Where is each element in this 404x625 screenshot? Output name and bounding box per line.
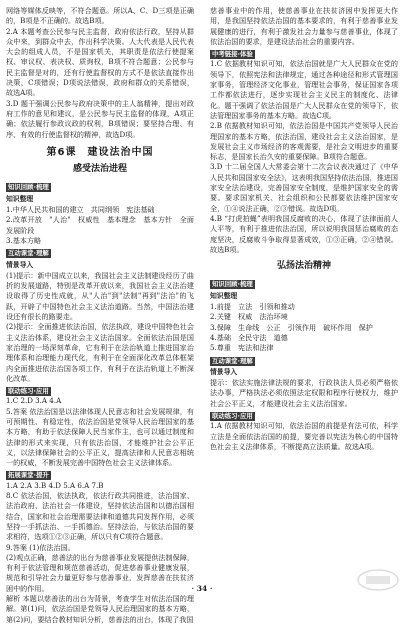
section-title: 感受法治进程 <box>72 164 127 175</box>
section-title: 弘扬法治精神 <box>276 261 331 272</box>
answer-paragraph: (1)提示：新中国成立以来，我国社会主义法制建设经历了曲折的发展道路，特别是改革开放以来，我国社会主义法治建设取得了历史性成就，从"人治"到"法制"再到"法治"的飞跃，开辟了中国特色社会主义法治道路。当然，中国法治建设还有很长的路要走。 <box>6 270 194 322</box>
tag-improve <box>6 471 52 480</box>
subheading: 知识整理 <box>210 291 238 300</box>
tag-label: 互动课堂·理解 <box>8 249 49 258</box>
answer-paragraph: 1.A 依据教材知识可知，依法治国的前提是有法可依，科学立法是全面依法治国的前提，要完善以宪法为核心的中国特色社会主义法律体系，不断提高立法质量。故选A项。 <box>210 421 398 451</box>
answer-line: 1.A 2.A 3.B 4.D 5.A 6.A 7.B <box>6 480 104 490</box>
tag-knowledge-review <box>6 183 52 192</box>
tag-label: 联动练习·应用 <box>8 387 49 396</box>
answer-paragraph: (2)观点正确，慈善法的出台为慈善事业发展提供法制保障，有利于依法管理和规范慈善活动，促进慈善事业健康发展，规范和引导社会力量更好参与慈善事业，发挥慈善在扶贫济困中的作用。 <box>6 552 194 593</box>
answer-paragraph: 解析 本题以慈善法的出台为背景，考查学生对依法治国的理解。第(1)问，依法治国是党领导人民治理国家的基本方略，第(2)问，要结合教材知识分析，慈善法的出台，体现了我国 <box>6 594 194 624</box>
answer-paragraph: (2)提示：全面推进依法治国，依法执政，建设中国特色社会主义法治体系，建设社会主义法治国家。全面依法治国是国家治理的一场深刻革命，它有利于在法治轨道上推进国家治理体系和治理能力现代化，有利于在全面深化改革总体框架内全面推进依法治国各项工作，有利于在法治轨道上不断深化改革。 <box>6 322 194 383</box>
answer-paragraph: 5.答案 依法治国是以法律体现人民意志和社会发展规律，有可预期性、有稳定性，依法治国是党领导人民治理国家的基本方略，有助于依法保障人民当家作主，也可以通过制度和法律的形式来实现，只有依法治国，才能维护社会公平正义，以法律保障社会的公平正义，提高法律和人民意志相统一的权威，不断发展完善中国特色社会主义法律体系。 <box>6 406 194 468</box>
right-text-line: 慈善事业中的作用，使慈善事业在扶贫济困中发挥更大作用，是我国坚持依法治国的基本要求的，有利于慈善事业发展健康的进行，有利于激发社会力量参与慈善事业，体现了依法治国的要求，是建设法治社会的重要内容。 <box>210 6 398 46</box>
answer-paragraph: 8.C 依法治国，依法执政，依法行政共同推进，法治国家、法治政府、法治社会一体建设，坚持依法治国和以德治国相结合，国家和社会治理需要法律和道德共同发挥作用，必须坚持一手抓法治、一手抓德治。坚持法治，与依法治国的要求相符，选项①②③正确，所以只有C项符合题意。 <box>6 491 194 542</box>
lesson-title: 第6课 建设法治中国 <box>46 146 154 158</box>
answer-paragraph: 2.B 依据教材知识可知，依法治国是中国共产党领导人民治理国家的基本方略，依法治国，建设社会主义法治国家，是发展社会主义市场经济的客观需要，是社会文明进步的重要标志，是国家长治久安的重要保障。B项符合题意。 <box>210 121 398 162</box>
tag-label: 知识回顾·梳理 <box>212 280 253 289</box>
right-column <box>210 6 398 452</box>
answer-paragraph: 3.D 十二届全国人大常委会第十二次会议表决通过了《中华人民共和国国家安全法》，这表明我国坚持依法治国，推进国家安全法治建设，完善国家安全制度，是维护国家安全的需要。要求国家机关、社会组织和公民都要依法维护国家安全，①④说法正确，②③错误。故选D项。 <box>210 162 398 213</box>
tag-label: 互动课堂·理解 <box>212 356 253 365</box>
answer-paragraph: 4.B “打虎拍蝇”表明我国反腐败的决心，体现了法律面前人人平等，有利于推进依法治国，所以说明我国惩治腐败的态度坚决，反腐败斗争取得显著成效，①③正确，②④错误。故选B项。 <box>210 213 398 254</box>
tag-label: 联动练习·应用 <box>212 411 253 420</box>
answer-line: 1.C 2.D 3.A 4.A <box>6 396 62 406</box>
answer-paragraph: 1.C 依据教材知识可知，依法治国就是广大人民群众在党的领导下，依照宪法和法律规定，通过各种途径和形式管理国家事务，管理经济文化事业，管理社会事务，保证国家各项工作都依法进行，逐步实现社会主义民主的制度化、法律化。题干强调了依法治国是广大人民群众在党的领导下，依法管理国家事务的基本方略。故选C项。 <box>210 59 398 120</box>
tag-label: 中考链接·体验 <box>212 50 253 59</box>
answer-paragraph: 提示：依法实施法律法规的要求，行政执法人员必须严格依法办事，严格执法必须依照法定权限和程序行使权力，维护社会公平正义，才能建设社会主义法治国家。 <box>210 378 398 408</box>
answer-line: 2.关键 权威 法治环境 <box>210 312 288 322</box>
left-text-line: 3.D 题干强调公民参与政府决策中的主人翁精神，提出对政府工作的意见和建议，是公民参与民主监督的体现，A项正确；依法履行参政议政的权利，B项错误；要坚持合理、有序、有效的行使监督权的精神，故选D项。 <box>6 98 194 139</box>
answer-line: 5.尊重 宪法和法律 <box>210 343 274 353</box>
page-number: · 34 · <box>191 584 213 593</box>
answer-line: 4.基础 全民守法 道德 <box>210 332 288 342</box>
subheading: 情景导入 <box>210 367 238 376</box>
tag-contact <box>6 387 52 396</box>
left-text-line: 2.A 本题考查公民参与民主监督，政府依法行政，坚持从群众中来，到群众中去，作出科学决策。人大代表是人民代表大会的组成人员，不是国家机关，其职责是依法行使提案权、审议权、表决权、质询权，B项不符合题意；公民参与民主监督是对的，还有行使监督权的方式不是依法直接作出决策，C项错误；D项说法错误，政府和群众的关系错误，故选A项。 <box>6 26 194 98</box>
tag-exam <box>210 50 256 59</box>
subheading: 知识整理 <box>6 194 34 203</box>
left-text-line: 网络等媒体反映等，不符合题意。所以A、C、D三项是正确的，B项是不正确的。故选B项。 <box>6 6 194 26</box>
answer-line: 1.中华人民共和国的建立 共同纲领 宪法基础 <box>6 205 155 215</box>
answer-line: 1.前提 立法 引领和推动 <box>210 302 295 312</box>
tag-label: 知识回顾·梳理 <box>8 183 49 192</box>
watermark-logo-icon <box>356 568 400 592</box>
tag-interactive <box>6 249 52 258</box>
tag-interactive <box>210 357 256 366</box>
subheading: 情景导入 <box>6 260 34 269</box>
tag-label: 拓展课堂·提升 <box>8 471 49 480</box>
answer-line: 3.保障 生命线 公正 引领作用 破坏作用 保护 <box>210 322 373 332</box>
answer-line: 9.答案 (1)依法治国。 <box>6 542 75 552</box>
tag-knowledge-review <box>210 280 256 289</box>
answer-line: 3.基本方略 <box>6 235 42 245</box>
answer-line: 2.改革开放 "人治" 权威性 基本理念 基本方针 全面发展阶段 <box>6 215 194 235</box>
left-column <box>6 6 194 625</box>
tag-contact <box>210 412 256 421</box>
